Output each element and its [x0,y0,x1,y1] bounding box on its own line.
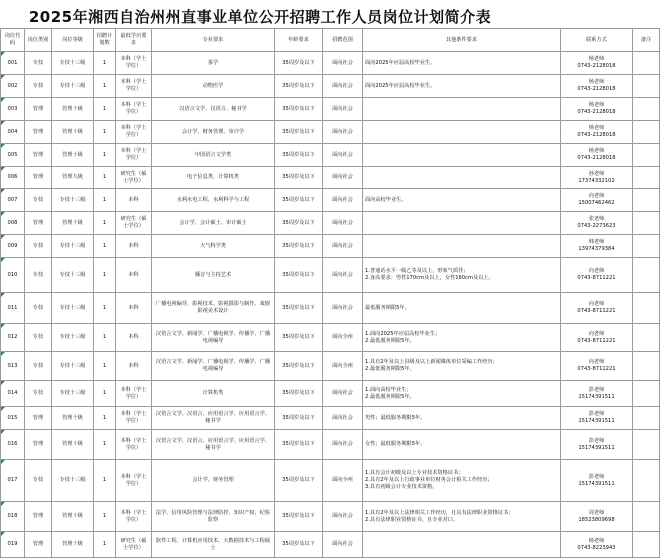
table-cell-other[interactable]: 1.面向高校毕业生； 2.最低服务期限5年。 [363,381,561,407]
table-cell-other[interactable]: 1.普通话水平一级乙等及以上，形象气质佳； 2.身高要求：男性170cm及以上，女性160cm及以上。 [363,258,561,293]
table-row [1,532,660,558]
table-cell-code[interactable]: 018 [1,502,25,532]
table-row [1,502,660,532]
table-cell-num[interactable]: 1 [94,212,116,235]
cell-marker-icon [1,502,5,506]
table-cell-code[interactable]: 019 [1,532,25,558]
table-cell-code[interactable]: 017 [1,460,25,502]
table-cell-num[interactable]: 1 [94,532,116,558]
table-cell-contact[interactable]: 杨老师 0743-2128018 [561,144,633,167]
table-cell-edu[interactable]: 本科 [116,189,152,212]
table-cell-major[interactable]: 软件工程、计算机应用技术、大数据技术与工程硕士 [152,532,275,558]
table-cell-edu[interactable]: 本科 [116,258,152,293]
table-row [1,381,660,407]
header-cell: 备注 [633,29,660,52]
header-cell: 岗位类别 [25,29,52,52]
table-cell-contact[interactable]: 向老师 0743-8711221 [561,258,633,293]
table-cell-other[interactable] [363,121,561,144]
table-cell-scope[interactable]: 面向全州 [323,352,363,381]
table-cell-other[interactable]: 面向2025年应届高校毕业生。 [363,75,561,98]
table-cell-contact[interactable]: 杨老师 0743-2128018 [561,121,633,144]
cell-marker-icon [1,407,5,411]
table-cell-edu[interactable]: 本科 [116,324,152,352]
table-cell-edu[interactable]: 本科 [116,352,152,381]
cell-marker-icon [1,381,5,385]
table-cell-code[interactable]: 012 [1,324,25,352]
table-cell-num[interactable]: 1 [94,460,116,502]
table-cell-edu[interactable]: 本科（学士学位） [116,144,152,167]
table-cell-cat[interactable]: 管理 [25,430,52,460]
table-cell-contact[interactable]: 彭老师 15174391511 [561,407,633,430]
table-cell-note[interactable] [633,121,660,144]
table-cell-major[interactable]: 汉语言文学、新闻学、广播电视学、传播学、广播电视编导 [152,352,275,381]
table-cell-cat[interactable]: 管理 [25,167,52,189]
table-cell-code[interactable]: 013 [1,352,25,381]
table-cell-level[interactable]: 专技十三级 [52,52,94,75]
table-cell-other[interactable]: 1.具有2年及以上法律相关工作经历，且具有法律职业资格证书； 2.具有法律职业资格证书，且专业对口。 [363,502,561,532]
table-cell-age[interactable]: 35周岁及以下 [275,381,323,407]
table-cell-age[interactable]: 35周岁及以下 [275,98,323,121]
table-cell-age[interactable]: 35周岁及以下 [275,121,323,144]
table-cell-cat[interactable]: 专技 [25,258,52,293]
table-row [1,212,660,235]
table-cell-age[interactable]: 35周岁及以下 [275,532,323,558]
table-cell-edu[interactable]: 本科（学士学位） [116,381,152,407]
table-cell-cat[interactable]: 管理 [25,212,52,235]
table-cell-code[interactable]: 002 [1,75,25,98]
table-cell-note[interactable] [633,258,660,293]
table-row [1,352,660,381]
header-row [1,29,660,52]
header-cell: 年龄要求 [275,29,323,52]
table-cell-note[interactable] [633,532,660,558]
table-cell-contact[interactable]: 向老师 0743-8711221 [561,352,633,381]
table-cell-other[interactable]: 面向高校毕业生。 [363,189,561,212]
table-cell-num[interactable]: 1 [94,121,116,144]
table-cell-major[interactable]: 汉语言文学、汉语言、应用语言学、应用语言学、秘书学 [152,407,275,430]
table-cell-major[interactable]: 会计学、财务管理、审计学 [152,121,275,144]
table-cell-note[interactable] [633,352,660,381]
table-cell-scope[interactable]: 面向社会 [323,258,363,293]
table-cell-contact[interactable]: 向老师 15007462462 [561,189,633,212]
table-cell-scope[interactable]: 面向全州 [323,324,363,352]
table-cell-scope[interactable]: 面向社会 [323,532,363,558]
table-cell-num[interactable]: 1 [94,144,116,167]
table-cell-level[interactable]: 专技十三级 [52,235,94,258]
table-cell-edu[interactable]: 研究生（硕士学位） [116,532,152,558]
table-cell-note[interactable] [633,144,660,167]
table-cell-other[interactable]: 最低服务期限5年。 [363,293,561,324]
table-cell-level[interactable]: 专技十三级 [52,352,94,381]
table-row [1,52,660,75]
header-cell: 专业要求 [152,29,275,52]
table-cell-level[interactable]: 专技十三级 [52,324,94,352]
table-cell-scope[interactable]: 面向社会 [323,52,363,75]
table-cell-contact[interactable]: 杨老师 0743-8223943 [561,532,633,558]
cell-marker-icon [1,212,5,216]
table-cell-num[interactable]: 1 [94,502,116,532]
table-cell-age[interactable]: 35周岁及以下 [275,235,323,258]
table-cell-edu[interactable]: 本科（学士学位） [116,121,152,144]
cell-marker-icon [1,121,5,125]
table-row [1,167,660,189]
table-cell-major[interactable]: 会计学、会计硕士、审计硕士 [152,212,275,235]
table-cell-cat[interactable]: 管理 [25,532,52,558]
table-cell-major[interactable]: 汉语言文学、新闻学、广播电视学、传播学、广播电视编导 [152,324,275,352]
table-cell-note[interactable] [633,430,660,460]
table-cell-contact[interactable]: 韩老师 13974379384 [561,235,633,258]
table-cell-scope[interactable]: 面向社会 [323,98,363,121]
table-cell-other[interactable]: 女性；最低服务期限5年。 [363,430,561,460]
table-cell-cat[interactable]: 专技 [25,293,52,324]
table-row [1,324,660,352]
table-cell-level[interactable]: 管理十级 [52,502,94,532]
table-cell-cat[interactable]: 管理 [25,502,52,532]
table-cell-note[interactable] [633,381,660,407]
table-cell-edu[interactable]: 本科（学士学位） [116,52,152,75]
table-cell-scope[interactable]: 面向社会 [323,293,363,324]
table-cell-contact[interactable]: 杨老师 0743-2128018 [561,98,633,121]
table-cell-age[interactable]: 35周岁及以下 [275,460,323,502]
table-cell-contact[interactable]: 向老师 0743-8711221 [561,324,633,352]
table-cell-level[interactable]: 专技十三级 [52,460,94,502]
table-cell-scope[interactable]: 面向社会 [323,381,363,407]
table-cell-major[interactable]: 大气科学类 [152,235,275,258]
table-row [1,98,660,121]
table-cell-note[interactable] [633,324,660,352]
table-cell-other[interactable]: 1.面向2025年应届高校毕业生； 2.最低服务期限5年。 [363,324,561,352]
table-cell-edu[interactable]: 本科（学士学位） [116,98,152,121]
table-cell-note[interactable] [633,212,660,235]
table-cell-code[interactable]: 001 [1,52,25,75]
table-cell-scope[interactable]: 面向社会 [323,75,363,98]
table-cell-num[interactable]: 1 [94,407,116,430]
header-cell: 其他条件要求 [363,29,561,52]
table-cell-level[interactable]: 管理十级 [52,98,94,121]
table-cell-code[interactable]: 015 [1,407,25,430]
table-cell-num[interactable]: 1 [94,430,116,460]
table-cell-major[interactable]: 广播电视编导、影视技术、影视摄影与制作、戏剧影视美术设计 [152,293,275,324]
table-cell-age[interactable]: 35周岁及以下 [275,430,323,460]
table-cell-age[interactable]: 35周岁及以下 [275,52,323,75]
table-cell-num[interactable]: 1 [94,98,116,121]
table-cell-level[interactable]: 管理十级 [52,407,94,430]
table-cell-num[interactable]: 1 [94,352,116,381]
table-cell-contact[interactable]: 彭老师 15174391511 [561,460,633,502]
table-cell-level[interactable]: 专技十三级 [52,189,94,212]
table-cell-num[interactable]: 1 [94,167,116,189]
cell-marker-icon [1,75,5,79]
table-cell-note[interactable] [633,189,660,212]
table-cell-major[interactable]: 茶学 [152,52,275,75]
table-row [1,430,660,460]
table-cell-scope[interactable]: 面向全州 [323,460,363,502]
table-cell-other[interactable] [363,167,561,189]
table-cell-age[interactable]: 35周岁及以下 [275,258,323,293]
table-cell-other[interactable]: 1.具有会计初级及以上专业技术资格证书； 2.具有2年及以上行政事业单位财务会计相关工作经历； 3.具有初级会计专业技术资格。 [363,460,561,502]
table-cell-other[interactable]: 男性；最低服务期限5年。 [363,407,561,430]
table-cell-num[interactable]: 1 [94,52,116,75]
table-cell-scope[interactable]: 面向社会 [323,212,363,235]
table-row [1,144,660,167]
table-cell-note[interactable] [633,502,660,532]
table-cell-other[interactable] [363,212,561,235]
table-cell-major[interactable]: 汉语言文学、汉语言、应用语言学、应用语言学、秘书学 [152,430,275,460]
table-cell-edu[interactable]: 本科（学士学位） [116,75,152,98]
cell-marker-icon [1,98,5,102]
table-cell-edu[interactable]: 本科（学士学位） [116,407,152,430]
table-cell-scope[interactable]: 面向社会 [323,144,363,167]
table-cell-note[interactable] [633,235,660,258]
table-cell-contact[interactable]: 杨老师 0743-2128018 [561,52,633,75]
table-cell-code[interactable]: 010 [1,258,25,293]
cell-marker-icon [1,324,5,328]
table-row [1,293,660,324]
cell-marker-icon [1,352,5,356]
table-cell-age[interactable]: 35周岁及以下 [275,352,323,381]
table-cell-cat[interactable]: 专技 [25,235,52,258]
table-row [1,460,660,502]
table-cell-edu[interactable]: 本科（学士学位） [116,460,152,502]
table-cell-age[interactable]: 35周岁及以下 [275,502,323,532]
table-cell-edu[interactable]: 研究生（硕士学位） [116,212,152,235]
table-cell-contact[interactable]: 杨老师 0743-2128018 [561,75,633,98]
cell-marker-icon [1,167,5,171]
table-cell-edu[interactable]: 本科（学士学位） [116,502,152,532]
table-cell-cat[interactable]: 专技 [25,324,52,352]
table-cell-cat[interactable]: 专技 [25,352,52,381]
table-cell-num[interactable]: 1 [94,75,116,98]
table-cell-code[interactable]: 009 [1,235,25,258]
table-cell-level[interactable]: 管理九级 [52,167,94,189]
table-cell-major[interactable]: 计算机类 [152,381,275,407]
cell-marker-icon [1,532,5,536]
table-cell-note[interactable] [633,75,660,98]
table-cell-contact[interactable]: 周老师 18523809698 [561,502,633,532]
cell-marker-icon [1,258,5,262]
table-cell-code[interactable]: 008 [1,212,25,235]
table-cell-major[interactable]: 水利水电工程、水利科学与工程 [152,189,275,212]
table-cell-edu[interactable]: 本科 [116,235,152,258]
table-cell-age[interactable]: 35周岁及以下 [275,407,323,430]
table-cell-note[interactable] [633,407,660,430]
table-cell-age[interactable]: 35周岁及以下 [275,167,323,189]
header-cell: 招聘计划数 [94,29,116,52]
cell-marker-icon [1,189,5,193]
table-cell-other[interactable]: 1.具有2年及以上县级及以上新闻媒体单位采编工作经历； 2.最低服务期限5年。 [363,352,561,381]
table-cell-code[interactable]: 005 [1,144,25,167]
table-cell-note[interactable] [633,98,660,121]
table-body [1,52,660,558]
table-cell-contact[interactable]: 张老师 0743-2273623 [561,212,633,235]
table-cell-age[interactable]: 35周岁及以下 [275,144,323,167]
table-cell-other[interactable] [363,532,561,558]
table-cell-level[interactable]: 管理十级 [52,212,94,235]
table-cell-major[interactable]: 中国语言文学类 [152,144,275,167]
cell-marker-icon [1,430,5,434]
table-cell-level[interactable]: 管理十级 [52,532,94,558]
table-cell-other[interactable] [363,98,561,121]
table-cell-num[interactable]: 1 [94,324,116,352]
table-cell-contact[interactable]: 彭老师 15174391511 [561,430,633,460]
table-row [1,235,660,258]
cell-marker-icon [1,293,5,297]
table-cell-cat[interactable]: 专技 [25,52,52,75]
table-cell-age[interactable]: 35周岁及以下 [275,189,323,212]
table-cell-cat[interactable]: 管理 [25,144,52,167]
table-cell-scope[interactable]: 面向社会 [323,502,363,532]
table-cell-code[interactable]: 003 [1,98,25,121]
table-cell-major[interactable]: 汉语言文学、汉语言、秘书学 [152,98,275,121]
table-cell-scope[interactable]: 面向社会 [323,167,363,189]
header-cell: 招聘范围 [323,29,363,52]
table-cell-code[interactable]: 004 [1,121,25,144]
table-cell-major[interactable]: 动物医学 [152,75,275,98]
cell-marker-icon [1,460,5,464]
header-cell: 最低学历要求 [116,29,152,52]
table-cell-cat[interactable]: 专技 [25,460,52,502]
table-cell-num[interactable]: 1 [94,293,116,324]
table-cell-scope[interactable]: 面向社会 [323,407,363,430]
table-cell-level[interactable]: 专技十三级 [52,293,94,324]
table-cell-code[interactable]: 006 [1,167,25,189]
table-row [1,258,660,293]
header-cell: 岗位等级 [52,29,94,52]
table-cell-edu[interactable]: 研究生（硕士学位） [116,167,152,189]
table-cell-level[interactable]: 管理十级 [52,430,94,460]
cell-marker-icon [1,52,5,56]
page-title: 2025年湘西自治州州直事业单位公开招聘工作人员岗位计划简介表 [28,8,492,26]
table-cell-cat[interactable]: 专技 [25,381,52,407]
header-cell: 岗位代码 [1,29,25,52]
table-cell-other[interactable] [363,235,561,258]
table-cell-major[interactable]: 法学、信用风险管理与法律防控、知识产权、纪检监察 [152,502,275,532]
table-cell-age[interactable]: 35周岁及以下 [275,212,323,235]
table-cell-level[interactable]: 专技十三级 [52,381,94,407]
table-cell-other[interactable] [363,144,561,167]
table-cell-scope[interactable]: 面向社会 [323,121,363,144]
table-cell-level[interactable]: 专技十三级 [52,75,94,98]
table-cell-cat[interactable]: 管理 [25,407,52,430]
table-cell-note[interactable] [633,293,660,324]
cell-marker-icon [1,235,5,239]
table-cell-level[interactable]: 管理十级 [52,144,94,167]
table-cell-scope[interactable]: 面向社会 [323,189,363,212]
table-cell-code[interactable]: 016 [1,430,25,460]
job-table [0,28,660,558]
table-cell-num[interactable]: 1 [94,381,116,407]
table-row [1,407,660,430]
table-cell-age[interactable]: 35周岁及以下 [275,324,323,352]
table-cell-scope[interactable]: 面向社会 [323,430,363,460]
table-cell-cat[interactable]: 专技 [25,75,52,98]
table-row [1,75,660,98]
table-cell-age[interactable]: 35周岁及以下 [275,75,323,98]
table-cell-num[interactable]: 1 [94,258,116,293]
table-cell-note[interactable] [633,167,660,189]
table-cell-code[interactable]: 007 [1,189,25,212]
table-cell-major[interactable]: 电子信息类、计算机类 [152,167,275,189]
table-cell-contact[interactable]: 彭老师 15174391511 [561,381,633,407]
header-cell: 联系方式 [561,29,633,52]
table-cell-code[interactable]: 014 [1,381,25,407]
table-cell-cat[interactable]: 管理 [25,121,52,144]
table-cell-edu[interactable]: 本科（学士学位） [116,430,152,460]
table-cell-scope[interactable]: 面向社会 [323,235,363,258]
table-cell-other[interactable]: 面向2025年应届高校毕业生。 [363,52,561,75]
table-row [1,121,660,144]
table-cell-cat[interactable]: 专技 [25,189,52,212]
table-cell-num[interactable]: 1 [94,235,116,258]
table-row [1,189,660,212]
cell-marker-icon [1,144,5,148]
table-cell-num[interactable]: 1 [94,189,116,212]
table-cell-age[interactable]: 35周岁及以下 [275,293,323,324]
table-cell-cat[interactable]: 管理 [25,98,52,121]
table-cell-major[interactable]: 播音与主持艺术 [152,258,275,293]
table-cell-major[interactable]: 会计学、财务管理 [152,460,275,502]
table-cell-code[interactable]: 011 [1,293,25,324]
table-cell-note[interactable] [633,460,660,502]
table-cell-level[interactable]: 专技十三级 [52,258,94,293]
table-cell-level[interactable]: 管理十级 [52,121,94,144]
table-cell-edu[interactable]: 本科 [116,293,152,324]
table-cell-contact[interactable]: 孙老师 17374332102 [561,167,633,189]
table-cell-note[interactable] [633,52,660,75]
table-cell-contact[interactable]: 向老师 0743-8711221 [561,293,633,324]
